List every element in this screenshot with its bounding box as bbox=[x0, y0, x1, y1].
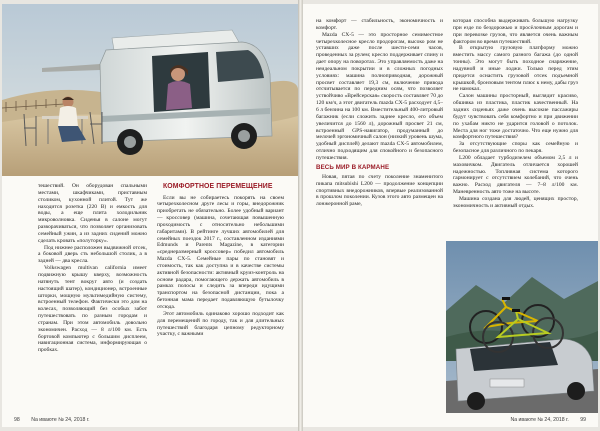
paragraph: Этот автомобиль одинаково хорошо подходит как для перемещений по городу, так и для длительных путешествий благодаря цепному редукторному участку, с важными bbox=[157, 310, 284, 338]
paragraph: Если вы не собираетесь покорять на своем четырехколесном друге лесы и горы, внедорожник приобретать не обязательно. Более удобный вариант — кроссовер (машина, сочетающая повышенную проходимость с относительно небольшими габаритами). В рейтинге лучших автомобилей для семейных поездок 2017 г., составленном изданиями Edmunds и Parents Magazine, в категории «среднеразмерный кроссовер» победил автомобиль Mazda CX-5. Семейные пары по становят и стоимость, так как доступна и в качестве системы активной безопасности: активный круиз-контроль на основе радара, помогающего держать автомобиль в рамках полосы и следить за впереди идущими транспортом на безопасной дистанции, пока а бетонная мама передает подавляющую бутылочку отсюда. bbox=[157, 194, 284, 310]
page-footer-left bbox=[14, 417, 90, 423]
left-page bbox=[2, 4, 298, 427]
paragraph: Новая, пятая по счету поколение знаменитого пикапа mitsubishi L200 — продолжение концепции спортивных внедорожников, впервые реализованной в прошлом поколении. Кузов этого авто размещен на лонжеронной раме, bbox=[316, 173, 443, 208]
right-column-1 bbox=[316, 18, 443, 240]
paragraph: на комфорт — стабильность, экономичность и комфорт. bbox=[316, 18, 443, 31]
paragraph: Volkswagen multivan california имеет подвижную крышу кверху, возможность натянуть тент вокруг авто (и создать настоящий шатер), кондиционер, встроенные шторки, мощную мультимедийную систему, встроенный телефон. Фактически это дом на колесах, позволяющий без особых забот путешествовать по разным городам и странам. При этом автомобиль довольно экономичен. Расход — 8 л/100 км. Есть бортовой компьютер с большим дисплеем, навигационная система, информирующая о пробках. bbox=[38, 265, 147, 354]
page-number: 98 bbox=[14, 417, 20, 423]
page-footer-right bbox=[510, 417, 586, 423]
page-number: 99 bbox=[580, 417, 586, 423]
right-page bbox=[303, 4, 598, 427]
right-column-2 bbox=[453, 18, 578, 236]
paragraph: Машина создана для людей, ценящих простор, экономичность и активный отдых. bbox=[453, 195, 578, 209]
paragraph: тешествий. Он оборудован спальными местами, шкафчиками, приставным столиком, кухонной плитой. Тут же находится розетка (220 В) и емкость для воды, а еще плита холодильник микроволновка. Сиденья в салоне могут разворачиваться, что позволяет организовать семейный ужин, а из задних сидений можно сделать кровать «полуторку». bbox=[38, 183, 147, 244]
photo-car-bicycle-rack bbox=[446, 241, 598, 413]
paragraph: За отсутствующие споры как семейную и безопасное для различного по пекаря. bbox=[453, 141, 578, 155]
section-heading: ВЕСЬ МИР В КАРМАНЕ bbox=[316, 163, 390, 171]
paragraph: Под нижнее расположен выдвижной отсек, а боковой дверь сть небольшой столик, а в задней — два кресла. bbox=[38, 244, 147, 265]
paragraph: В открытую грузовую платформу можно вместить массу самого разного багажа (до одной тонны). Это могут быть походное снаряжение, надувной и иные лоджи. Только перед этим придется оснастить грузовой отсек подъемной крышкой, бронзовым тентом плюс к нему, дабы груз не намокал. bbox=[453, 45, 578, 93]
paragraph: которая способна выдерживать большую нагрузку при езде по бездорожью и просёлочным дорогам и при перевозке грузов, что является очень важным фактором во время путешествий. bbox=[453, 18, 578, 45]
issue-label: Na иваюте № 24, 2018 г. bbox=[31, 417, 90, 423]
section-heading: КОМФОРТНОЕ ПЕРЕМЕЩЕНИЕ bbox=[163, 183, 273, 190]
left-column-2 bbox=[157, 183, 284, 402]
paragraph: L200 обладает турбодизелем объемом 2,5 л и маховичком. Двигатель отличается хорошей надежностью. Топливная система которого гармонирует с отсутствием колебаний, что очень важно. Расход двигателя — 7–8 л/100 км. Маневренность авто тоже на высоте. bbox=[453, 154, 578, 196]
photo-camper-van-beach bbox=[2, 4, 298, 176]
issue-label: Na иваюте № 24, 2018 г. bbox=[510, 417, 569, 423]
paragraph: Mazda CX-5 — это просторное семиместное четырехколесное кресло продорогам, высоко ром не уставших даже после шести-семи часов, проведенных за рулем; кресло поддерживает спину и дает опору на поворотах. Это управляемость даже на неидеальном покрытии и в сложных погодных условиях: машина полноприводная, дорожный просвет составляет 19,3 см, включение привода отсчитывается по передним осям, что позволяет уствойчиво «Врейсерская» скорость составляет 70 до 120 км/ч, а этот двигатель mazda CX-5 расходует 4,5–6 л бензина на 100 км. Вместительный 400-литровый багажник (если сложить заднее кресло, его объем увеличится до 1560 л), дорожный просвет 21 см, встроенный GPS-навигатор, продуманный до мелочей эргономичный салон (низкий уровень шума, удобный дисплей) делают mazda CX-5 автомобилем, отлично подходящим для спокойного и безопасного путешествия. bbox=[316, 31, 443, 161]
left-column-1 bbox=[38, 183, 147, 402]
paragraph: Салон машины просторный, выглядит красиво, обшивка из пластика, пластик качественный. На задних сиденьях даже очень высокие пассажиры будут чувствовать себя комфортно и при движении по ухабам никто не ударится головой о потолок. Места для ног тоже достаточно. Что еще нужно для комфортного путешествия? bbox=[453, 93, 578, 141]
